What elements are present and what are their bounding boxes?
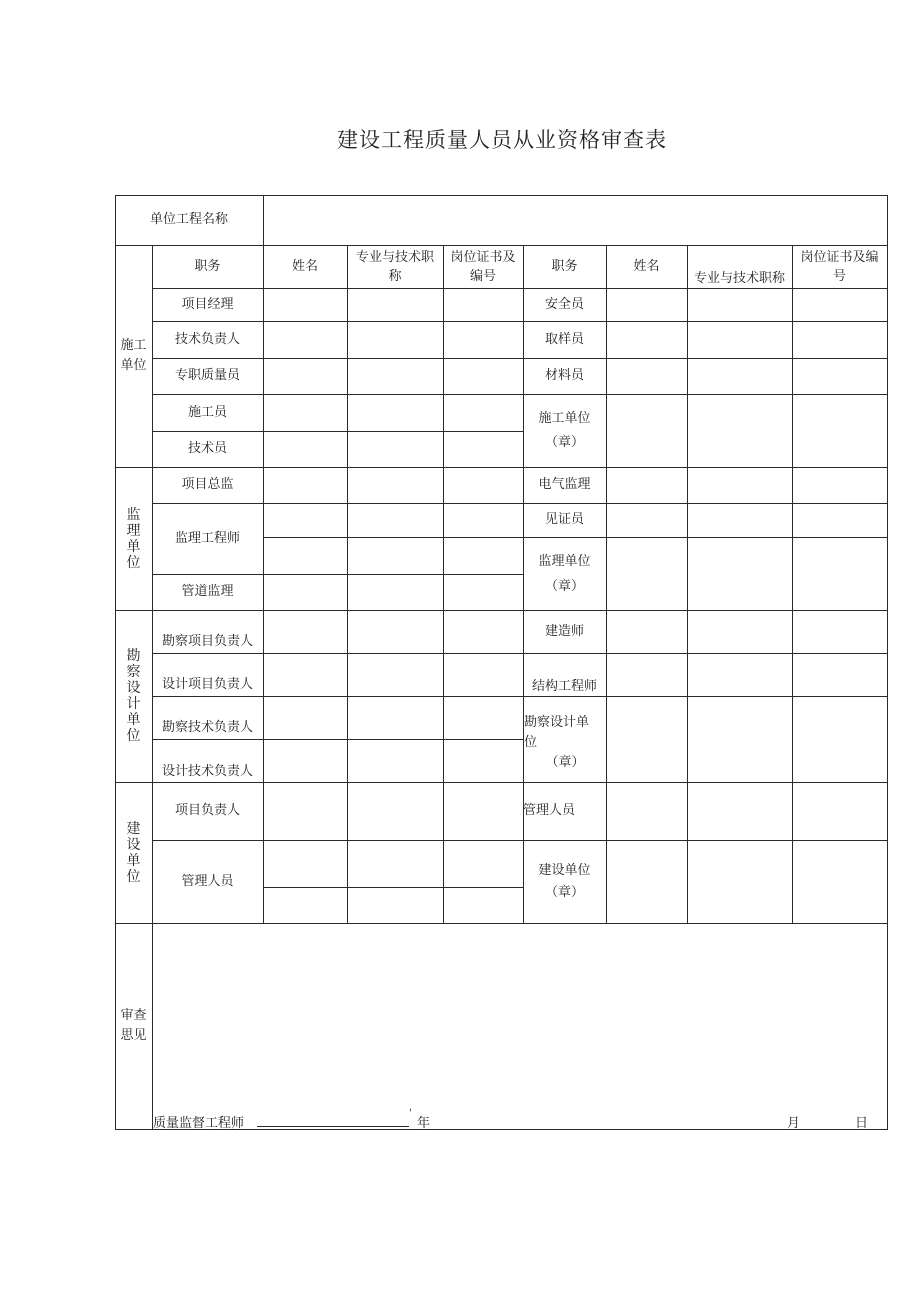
duty-owner-project-lead: 项目负责人	[174, 803, 240, 818]
duty-constructor: 施工员	[187, 404, 227, 420]
survey-seal	[523, 703, 606, 782]
header-major-title-left	[347, 245, 443, 288]
owner-seal-line2: （章）	[544, 884, 584, 900]
header-cert-line1: 岗位证书及	[450, 249, 516, 265]
header-cert-right-line1: 岗位证书及编	[800, 249, 879, 265]
duty-owner-manager-right: 管理人员	[523, 803, 576, 818]
duty-sampler: 取样员	[544, 331, 584, 347]
construction-seal-line2: （章）	[544, 434, 584, 450]
duty-material-officer: 材料员	[544, 368, 584, 383]
duty-design-technical-lead: 设计技术负责人	[161, 763, 253, 779]
owner-seal	[523, 840, 606, 923]
project-name-field[interactable]	[263, 195, 887, 245]
day-label: 日	[855, 1116, 869, 1131]
supervision-seal	[523, 537, 606, 610]
construction-seal-line1: 施工单位	[538, 410, 591, 426]
month-label: 月	[787, 1116, 801, 1131]
section-owner-label: 建设单位	[126, 820, 141, 885]
survey-seal-line1: 勘察设计单	[524, 714, 590, 730]
section-survey-label: 勘察设计单位	[126, 648, 141, 744]
duty-technician: 技术员	[187, 441, 227, 456]
review-label: 审查思见	[120, 1008, 147, 1043]
header-cert-right	[792, 245, 887, 288]
header-major-title-right: 专业与技术职称	[693, 270, 785, 286]
engineer-signature-line[interactable]	[257, 1126, 409, 1127]
header-cert-line2: 编号	[469, 268, 496, 284]
project-name-label: 单位工程名称	[149, 212, 228, 227]
supervision-seal-line1: 监理单位	[538, 553, 591, 569]
survey-seal-line2: 位	[524, 734, 538, 750]
duty-survey-project-lead: 勘察项目负责人	[161, 633, 253, 649]
duty-witness: 见证员	[544, 512, 584, 527]
header-name-right: 姓名	[633, 258, 660, 274]
header-major-title-line1: 专业与技术职	[355, 249, 434, 265]
duty-builder: 建造师	[544, 623, 584, 639]
header-name-left: 姓名	[291, 258, 318, 274]
duty-electrical-supervisor: 电气监理	[538, 477, 591, 492]
duty-quality-officer: 专职质量员	[174, 368, 240, 383]
page-title: 建设工程质量人员从业资格审查表	[337, 128, 667, 152]
year-label: 年	[417, 1116, 431, 1131]
header-duty-left: 职务	[194, 258, 221, 274]
header-duty-right: 职务	[551, 258, 578, 274]
duty-chief-supervisor: 项目总监	[181, 477, 234, 492]
stray-mark: '	[409, 1108, 412, 1119]
construction-seal	[523, 394, 606, 467]
review-opinion-area[interactable]	[153, 924, 887, 1104]
engineer-label: 质量监督工程师	[153, 1116, 245, 1131]
duty-survey-technical-lead: 勘察技术负责人	[161, 719, 253, 735]
duty-safety-officer: 安全员	[544, 296, 584, 312]
survey-seal-line3: （章）	[545, 754, 585, 770]
duty-owner-manager-left: 管理人员	[181, 873, 234, 889]
duty-project-manager: 项目经理	[181, 296, 234, 312]
duty-supervision-engineer: 监理工程师	[174, 530, 240, 546]
duty-technical-lead: 技术负责人	[174, 331, 240, 347]
header-cert-right-line2: 号	[832, 268, 846, 284]
supervision-seal-line2: （章）	[544, 578, 584, 594]
duty-pipeline-supervisor: 管道监理	[181, 584, 234, 599]
section-construction-label: 施工单位	[120, 338, 147, 373]
owner-seal-line1: 建设单位	[538, 862, 591, 878]
duty-design-project-lead: 设计项目负责人	[161, 676, 253, 692]
section-supervision-label: 监理单位	[126, 506, 141, 571]
qualification-review-table	[115, 195, 888, 1130]
duty-structural-engineer: 结构工程师	[531, 678, 597, 694]
header-major-title-line2: 称	[388, 268, 402, 284]
header-cert-left	[443, 245, 523, 288]
